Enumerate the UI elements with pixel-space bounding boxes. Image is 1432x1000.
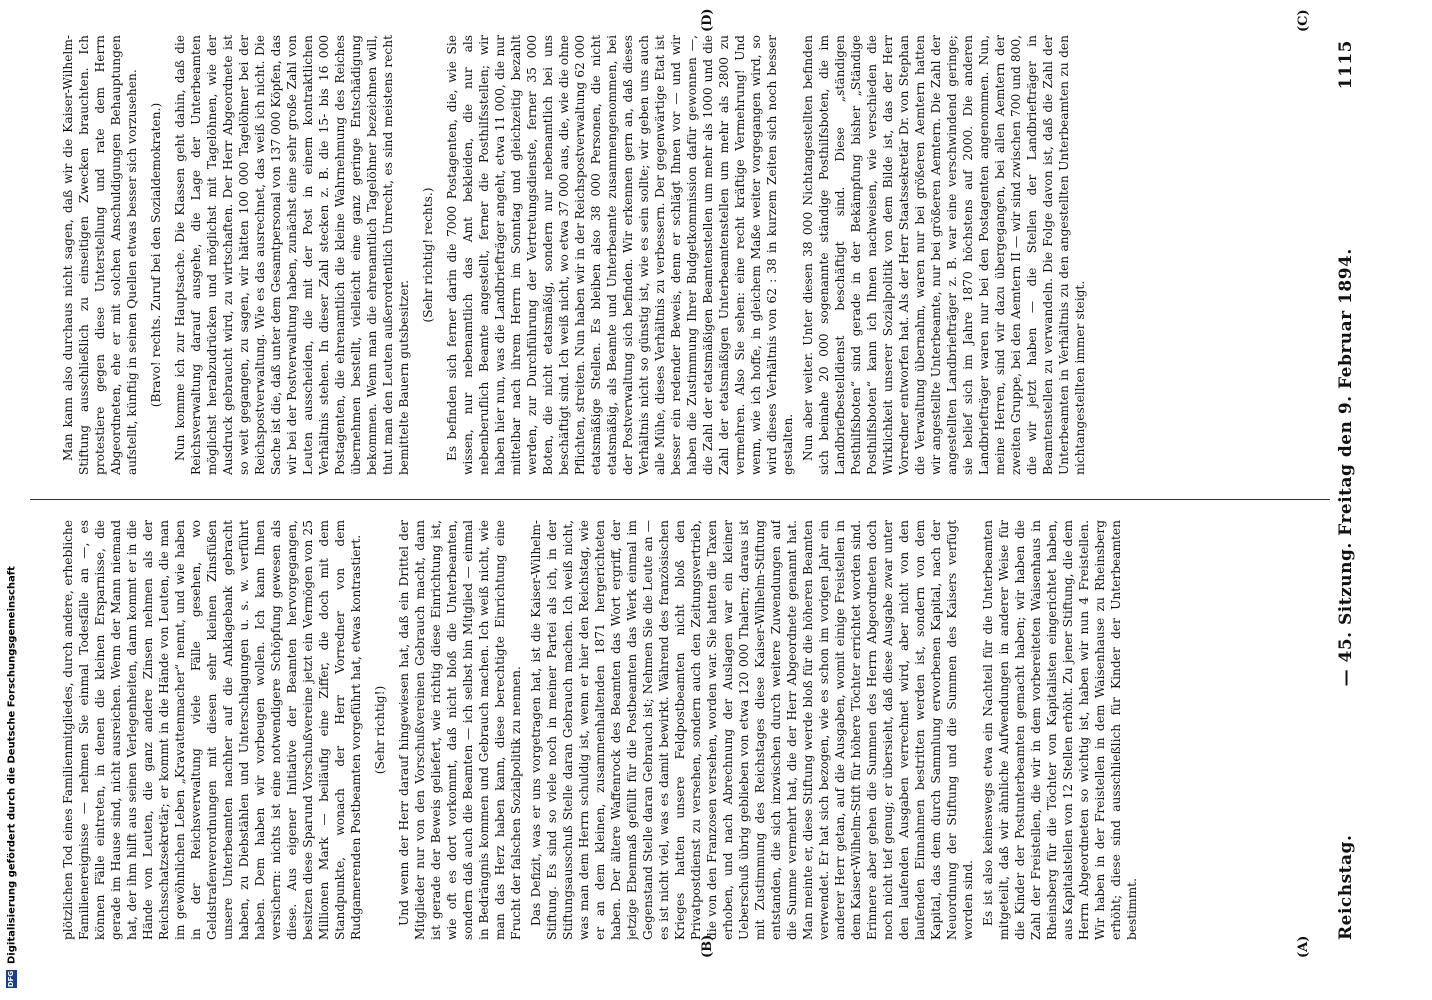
- paragraph: Das Defizit, was er uns vorgetragen hat, ist die Kaiser-Wilhelm-Stiftung. Es sind so viele noch in meiner Partei als ich, in der Stiftungsausschuß Stelle daran Gebrauch machen. Ich weiß nicht, was man dem Herrn schuldig ist, wenn er hier den Reichstag, wie er an dem kleinen, zusammenhaltenden 1871 hergerichteten haben. Der ältere Waffenrock des Beamten das Wort ergriff, der jetzige Ebenmaß gefüllt für die Postbeamten das Werk einmal im Gegenstand Stelle daran Gebrauch ist; Nehmen Sie die Leute an — es ist nicht viel, was es damit bewirkt. Während des französischen Krieges hatten unsere Feldpostbeamten nicht bloß den Privatpostdienst zu versehen, sondern auch den Zeitungsvertrieb, die von den Franzosen versehen, worden war. Sie hatten die Taxen erhoben, und nach Abrechnung der Auslagen war ein kleiner Ueberschuß übrig geblieben von etwa 120 000 Thalern; daraus ist mit Zustimmung des Reichstages diese Kaiser-Wilhelm-Stiftung entstanden, die sich inzwischen durch weitere Zuwendungen auf die Summe vermehrt hat, die der Herr Abgeordnete genannt hat. Man meinte er, diese Stiftung werde bloß für die höheren Beamten verwendet. Er hat sich bezogen, wie es schon im vorigen Jahr ein anderer Herr getan, auf die Ausgaben, womit einige Freistellen in dem Kaiser-Wilhelm-Stift für höhere Töchter errichtet worden sind. Erinnere aber gehen die Summen des Herrn Abgeordneten doch noch nicht tief genug; er übersieht, daß diese Ausgabe zwar unter den laufenden Ausgaben verrechnet wird, aber nicht von den laufenden Einnahmen bestritten werden ist, sondern von dem Kapital, das dem durch Sammlung erworbenen Kapital, nach der Neuordnung der Stiftung und die Summen des Kaisers verfügt worden sind.: [529, 520, 975, 940]
- paragraph: Und wenn der Herr darauf hingewiesen hat, daß ein Drittel der Mitglieder nur von den Vorschußvereinen Gebrauch macht, dann ist gerade der Beweis geliefert, wie richtig diese Einrichtung ist, wie oft es dort vorkommt, daß nicht bloß die Unterbeamten, sondern daß auch die Beamten — ich selbst bin Mitglied — einmal in Bedrängnis kommen und Gebrauch machen. Ich weiß nicht, wie man das Herz haben kann, diese berechtigte Einrichtung eine Frucht der falschen Sozialpolitik zu nennen.: [397, 520, 523, 940]
- right-column: [60, 35, 1320, 475]
- marker-a: (A): [1296, 935, 1311, 958]
- page-number: 1115: [1336, 40, 1356, 90]
- left-column: [60, 520, 1320, 940]
- paragraph: Nun komme ich zur Hauptsache. Die Klassen geht dahin, daß die Reichsverwaltung darauf ausgehe, die Lage der Unterbeamten möglichst herabzudrücken und möglichst mit Tagelöhnen, wie der Ausdruck gebraucht wird, zu wirtschaften. Der Herr Abgeordnete ist so weit gegangen, zu sagen, wir hätten 100 000 Tagelöhner bei der Reichspostverwaltung. Wie es das ausrechnet, das weiß ich nicht. Die Sache ist die, daß unter dem Gesamtpersonal von 137 000 Köpfen, das wir bei der Postverwaltung haben, zunächst eine sehr große Zahl von Leuten ausscheiden, die mit der Post in einem kontraktlichen Verhältnis stehen. In dieser Zahl stecken z. B. die 15- bis 16 000 Postagenten, die ehrenamtlich die kleine Wahrnehmung des Reiches übernehmen bestellt, vielleicht eine ganz geringe Entschädigung bekommen. Wenn man die ehrenamtlich Tagelöhner bezeichnen will, thut man den Leuten außerordentlich Unrecht, es sind meistens recht bemittelte Bauern gutsbesitzer.: [173, 35, 411, 475]
- marker-c: (C): [1296, 9, 1311, 32]
- credit-text: Digitalisierung gefördert durch die Deutsche Forschungsgemeinschaft: [6, 566, 18, 964]
- credit-line: [6, 566, 18, 988]
- digitization-strip: [0, 0, 30, 1000]
- marker-d: (D): [700, 8, 715, 32]
- paragraph: Es ist also keineswegs etwa ein Nachteil für die Unterbeamten mitgeteilt, daß wir ähnliche Aufwendungen in anderer Weise für die Kinder der Postunterbeamten gemacht haben; wir haben die Zahl der Freistellen, die wir in dem vorbereiteten Waisenhaus in Rheinsberg für die Töchter von Kapitalisten eingerichtet haben, aus Kapitalstellen von 12 Stellen erhöht. Zu jener Stiftung, die dem Herrn Abgeordneten so wichtig ist, haben wir nun 4 Freistellen. Wir haben in der Freistellen in dem Waisenhause zu Rheinsberg erhöht; diese sind ausschließlich für Kinder der Unterbeamten bestimmt.: [981, 520, 1139, 940]
- page-header: [1326, 40, 1366, 940]
- paragraph: plötzlichen Tod eines Familienmitgliedes, durch andere, erhebliche Familienereignisse — nehmen Sie einmal Todesfälle an —, es können Fälle eintreten, in denen die kleinen Ersparnisse, die gerade im Hause sind, nicht ausreichen. Wenn der Mann niemand hat, der ihm hilft aus seinen Verlegenheiten, dann kommt er in die Hände von Leuten, die ganz andere Zinsen nehmen als der Reichsschatzsekretär; er kommt in die Hände von Leuten, die man im gewöhnlichen Leben „Kravattenmacher“ nennt, und wie haben in der Reichsverwaltung viele Fälle gesehen, wo Geldstrafenverordnungen mit diesen sehr kleinen Zinsfüßen unsere Unterbeamten nachher auf die Anklagebank gebracht haben, zu Diebstählen und Unterschlagungen u. s. w. verführt haben. Dem haben wir vorbeugen wollen. Ich kann Ihnen versichern: nichts ist eine notwendigere Schöpfung gewesen als diese. Aus eigener Initiative der Beamten hervorgegangen, besitzen diese Sparund Vorschußvereine jetzt ein Vermögen von 25 Millionen Mark — beiläufig eine Ziffer, die doch mit dem Standpunkte, wonach der Herr Vorredner von dem Rudgamerenden Postbeamten vorgeführt hat, etwas kontrastiert.: [61, 520, 363, 940]
- marker-b: (B): [700, 934, 715, 958]
- header-left: Reichstag.: [1336, 834, 1356, 940]
- paragraph: Es befinden sich ferner darin die 7000 Postagenten, die, wie Sie wissen, nur nebenamtlich das Amt bekleiden, die nur als nebenberuflich Beamte angestellt, ferner die Posthilfsstellen; wir haben hier nun, was die Landbriefträger angeht, etwa 11 000, die nur mittelbar nach ihrem Herrn im Sonntag und gleichzeitig bezahlt werden, zur Durchführung der Vertretungsdienste, ferner 35 000 Boten, die nicht etatsmäßig, sondern nur nebenamtlich bei uns beschäftigt sind. Ich weiß nicht, wo etwa 37 000 aus, die, wie die ohne Pflichten, streiten. Nun haben wir in der Reichspostverwaltung 62 000 etatsmäßige Stellen. Es bleiben also 38 000 Personen, die nicht etatsmäßig, als Beamte und Unterbeamte zusammengenommen, bei der Postverwaltung sich befinden. Wir erkennen gern an, daß dieses Verhältnis nicht so günstig ist, wie es sein sollte; wir geben uns auch alle Mühe, dieses Verhältnis zu verbessern. Der gegenwärtige Etat ist besser ein redender Beweis, denn er schlägt Ihnen vor — und wir haben die Zustimmung Ihrer Budgetkommission dafür gewonnen —, die Zahl der etatsmäßigen Beamtenstellen um mehr als 1000 und die Zahl der etatsmäßigen Unterbeamtenstellen um mehr als 2800 zu vermehren. Also Sie sehen: eine recht kräftige Vermehrung! Und wenn, wie ich hoffe, in gleichem Maße weiter vorgegangen wird, so wird dieses Verhältnis von 62 : 38 in kurzem Zeiten sich noch besser gestalten.: [445, 35, 795, 475]
- paragraph: Man kann also durchaus nicht sagen, daß wir die Kaiser-Wilhelm-Stiftung ausschließlich zu einseitigen Zwecken brauchten. Ich protestiere gegen diese Unterstellung und rate dem Herrn Abgeordneten, ehe er mit solchen Anschuldigungen Behauptungen aufstellt, künftig in seinen Quellen etwas besser sich vorzusehen.: [61, 35, 139, 475]
- dfg-logo-icon: DFG: [7, 970, 15, 988]
- paragraph: Nun aber weiter. Unter diesen 38 000 Nichtangestellten befinden sich beinahe 20 000 sogenannte ständige Posthilfsboten, die im Landbriefbestelldienst beschäftigt sind. Diese „ständigen Posthilfsboten“ sind gerade in der Bekämpfung bisher „Ständige Posthilfsboten“ kann ich Ihnen nachweisen, wie verschieden die Wirklichkeit unserer Sozialpolitik von dem Bilde ist, das der Herr Vorredner entworfen hat. Als der Herr Staatssekretär Dr. von Stephan die Verwaltung übernahm, waren nur bei größeren Aemtern hatten wir angestellte Unterbeamte, nur bei größeren Aemtern. Die Zahl der angestellten Landbriefträger z. B. war eine verschwindend geringe; sie belief sich im Jahre 1870 höchstens auf 2000. Die anderen Landbriefträger waren nur bei den Postagenten angenommen. Nun, meine Herren, sind wir dazu übergegangen, bei allen Aemtern der zweiten Gruppe, bei den Aemtern II — wir sind zwischen 700 und 800, die wir jetzt haben — die Stellen der Landbriefträger in Beamtenstellen zu verwandeln. Die Folge davon ist, daß die Zahl der Unterbeamten in Verhältnis zu den angestellten Unterbeamten zu den nichtangestellten immer steigt.: [801, 35, 1087, 475]
- header-title: — 45. Sitzung. Freitag den 9. Februar 1894.: [1336, 248, 1356, 687]
- interjection: (Sehr richtig!): [373, 685, 387, 775]
- column-divider: [30, 499, 1330, 500]
- interjection: (Sehr richtig! rechts.): [421, 187, 435, 323]
- interjection: (Bravo! rechts. Zuruf bei den Sozialdemokraten.): [149, 102, 163, 408]
